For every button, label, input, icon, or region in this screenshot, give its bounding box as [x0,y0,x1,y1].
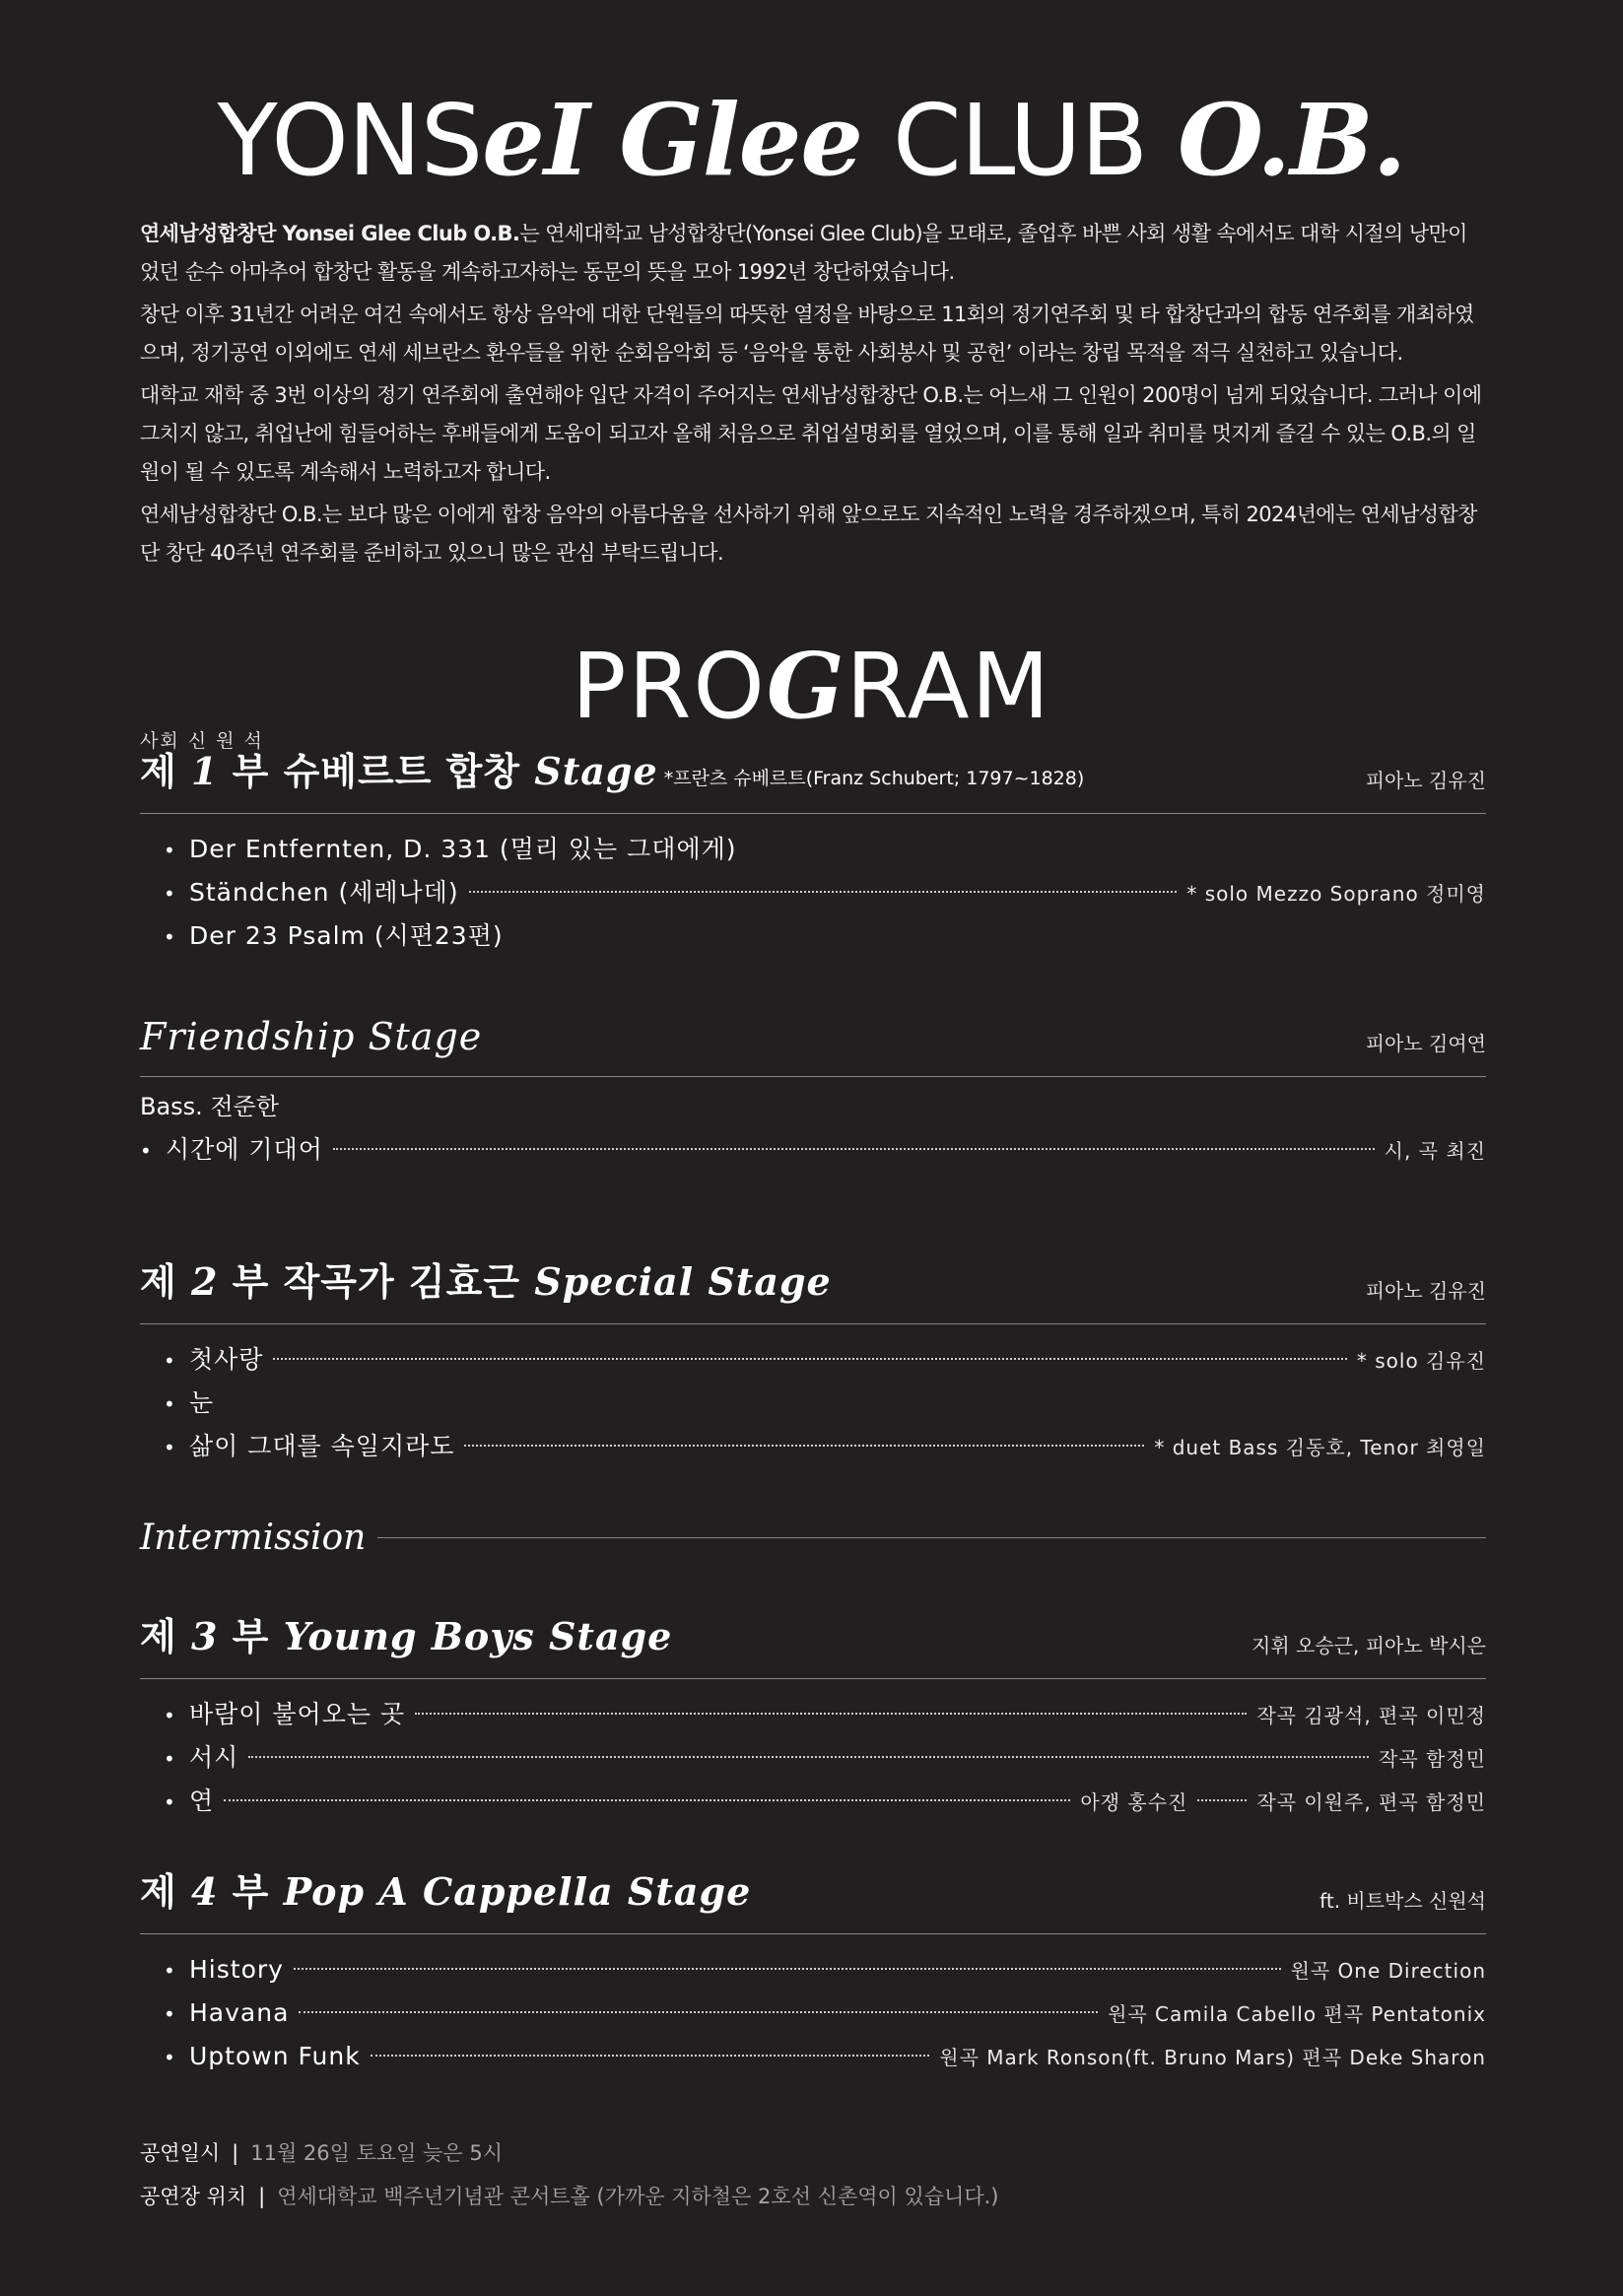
stage-2 [140,1259,1486,1468]
separator: | [258,2185,266,2208]
stage-1-list [140,814,1486,958]
bullet-icon: • [164,925,176,949]
list-item [140,1948,1486,1992]
stage-1-title-ko: 부 슈베르트 합창 [218,750,535,793]
list-item [140,1425,1486,1468]
stage-4-number: 4 [190,1869,219,1914]
event-venue-label: 공연장 위치 [140,2185,247,2208]
event-date-label: 공연일시 [140,2141,221,2165]
stage-2-number: 2 [190,1259,219,1304]
list-item [140,1128,1486,1172]
song-credit: * duet Bass 김동호, Tenor 최영일 [1154,1436,1486,1459]
song-title: 삶이 그대를 속일지라도 [189,1432,455,1460]
stage-1-note: *프란츠 슈베르트(Franz Schubert; 1797~1828) [657,768,1085,789]
song-credit: * solo 김유진 [1356,1349,1486,1373]
program-title-a: PRO [572,634,767,739]
intro-paragraph-4: 연세남성합창단 O.B.는 보다 많은 이에게 합창 음악의 아름다움을 선사하기 위해 앞으로도 지속적인 노력을 경주하겠으며, 특히 2024년에는 연세남성합창단 창단 40주년 연주회를 준비하고 있으니 많은 관심 부탁드립니다. [140,503,1477,565]
event-date-value: 11월 26일 토요일 늦은 5시 [250,2141,504,2165]
song-credit: 원곡 One Direction [1290,1959,1486,1983]
stage-2-header [140,1259,1486,1324]
stage-3-title-en: Young Boys Stage [283,1614,673,1658]
song-title: 눈 [189,1388,215,1417]
stage-4-beatbox: ft. 비트박스 신원석 [1319,1889,1486,1913]
stage-4-header [140,1869,1486,1934]
dot-leader [1197,1799,1247,1801]
program-title-c: RAM [845,634,1051,739]
stage-3-list [140,1679,1486,1823]
friendship-list [140,1128,1486,1172]
dot-leader [333,1148,1375,1150]
intro-text [140,215,1486,576]
stage-1-header [140,749,1486,814]
stage-3-conductor: 지휘 오승근, 피아노 박시은 [1251,1634,1486,1657]
stage-4-title-prefix: 제 [140,1870,191,1914]
song-title: 첫사랑 [189,1345,264,1374]
event-info [140,2131,999,2218]
list-item [140,1992,1486,2035]
stage-4-list [140,1934,1486,2078]
separator: | [232,2141,239,2165]
stage-2-title-en: Special Stage [534,1259,832,1304]
mc-credit: 사회 신 원 석 [140,730,264,752]
friendship-stage-header [140,1017,1486,1077]
stage-4-title-en: Pop A Cappella Stage [283,1869,752,1914]
intro-paragraph-2: 창단 이후 31년간 어려운 여건 속에서도 항상 음악에 대한 단원들의 따뜻한 열정을 바탕으로 11회의 정기연주회 및 타 합창단과의 합동 연주회를 개최하였으며, 정기공연 이외에도 연세 세브란스 환우들을 위한 순회음악회 등 ‘음악을 통한 사회봉사 및 공헌’ 이라는 창립 목적을 적극 실천하고 있습니다. [140,303,1474,365]
song-title: Ständchen (세레나데) [189,878,459,907]
stage-1-number: 1 [190,749,219,793]
bullet-icon: • [164,882,176,906]
stage-2-title [140,1251,832,1306]
intro-paragraph-3: 대학교 재학 중 3번 이상의 정기 연주회에 출연해야 입단 자격이 주어지는 연세남성합창단 O.B.는 어느새 그 인원이 200명이 넘게 되었습니다. 그러나 이에 그치지 않고, 취업난에 힘들어하는 후배들에게 도움이 되고자 올해 처음으로 취업설명회를 열었으며, 이를 통해 일과 취미를 멋지게 즐길 수 있는 O.B.의 일원이 될 수 있도록 계속해서 노력하고자 합니다. [140,383,1482,484]
dot-leader [273,1358,1346,1360]
song-credit: 원곡 Camila Cabello 편곡 Pentatonix [1108,2002,1486,2026]
song-title: Uptown Funk [189,2042,361,2070]
friendship-stage [140,1017,1486,1172]
list-item [140,1693,1486,1736]
bullet-icon: • [164,839,176,862]
bullet-icon: • [164,1436,176,1459]
bullet-icon: • [164,1349,176,1373]
intermission [140,1508,1486,1567]
song-credit: 원곡 Mark Ronson(ft. Bruno Mars) 편곡 Deke Sharon [939,2046,1486,2069]
stage-1-title-prefix: 제 [140,750,191,793]
program-title-g: G [766,633,846,739]
list-item [140,871,1486,914]
intro-paragraph-1 [140,215,1486,292]
stage-3-title-ko: 부 [218,1615,284,1658]
song-credit: 작곡 함정민 [1379,1747,1486,1771]
stage-2-title-ko: 부 작곡가 김효근 [218,1260,535,1304]
logo-ei: eI [482,82,589,198]
stage-1-title [140,741,1084,795]
dot-leader [371,2055,930,2057]
club-logo [0,81,1623,200]
event-date-row [140,2131,999,2175]
logo-glee: Glee [619,82,863,198]
song-title: 바람이 불어오는 곳 [189,1700,406,1728]
event-venue-row [140,2175,999,2218]
stage-1-pianist: 피아노 김유진 [1365,769,1486,792]
friendship-stage-pianist: 피아노 김여연 [1365,1032,1486,1055]
stage-4-title [140,1861,751,1916]
bullet-icon: • [164,1790,176,1814]
list-item [140,1338,1486,1382]
logo-ob: O.B. [1178,82,1406,198]
stage-3-header [140,1614,1486,1679]
dot-leader [415,1713,1247,1715]
song-title: Der Entfernten, D. 331 (멀리 있는 그대에게) [189,835,737,863]
event-venue-value: 연세대학교 백주년기념관 콘서트홀 (가까운 지하철은 2호선 신촌역이 있습니다.) [277,2185,999,2208]
bullet-icon: • [164,1392,176,1416]
song-performer: 아쟁 홍수진 [1080,1790,1188,1814]
bullet-icon: • [140,1139,153,1163]
dot-leader [464,1445,1144,1447]
intro-club-name: 연세남성합창단 Yonsei Glee Club O.B. [140,222,520,245]
stage-2-title-prefix: 제 [140,1260,191,1304]
logo-yons: YONS [217,83,483,198]
stage-2-pianist: 피아노 김유진 [1365,1279,1486,1303]
bullet-icon: • [164,2002,176,2026]
stage-3 [140,1614,1486,1823]
song-title: Der 23 Psalm (시편23편) [189,921,504,950]
logo-club: CLUB [892,83,1148,198]
song-title: 연 [189,1787,215,1815]
bullet-icon: • [164,1704,176,1727]
dot-leader [469,891,1178,893]
song-title: Havana [189,1998,290,2027]
intermission-label: Intermission [140,1517,367,1558]
song-credit: * solo Mezzo Soprano 정미영 [1186,882,1486,906]
list-item [140,828,1486,871]
song-title: History [189,1955,284,1984]
bullet-icon: • [164,1959,176,1983]
stage-2-list [140,1324,1486,1468]
stage-4 [140,1869,1486,2078]
bullet-icon: • [164,1747,176,1771]
dot-leader [299,2011,1098,2013]
song-title: 시간에 기대어 [166,1135,323,1164]
dot-leader [224,1799,1070,1801]
friendship-stage-title: Friendship Stage [140,1015,483,1058]
list-item [140,1780,1486,1823]
stage-1-title-en: Stage [534,749,658,793]
bullet-icon: • [164,2046,176,2069]
dot-leader [248,1756,1369,1758]
song-title: 서시 [189,1743,239,1772]
list-item [140,1382,1486,1425]
intro-p1-rest: 는 연세대학교 남성합창단(Yonsei Glee Club)을 모태로, 졸업후 바쁜 사회 생활 속에서도 대학 시절의 낭만이었던 순수 아마추어 합창단 활동을 계속하고자하는 동문의 뜻을 모아 1992년 창단하였습니다. [140,222,1467,284]
stage-4-title-ko: 부 [218,1870,284,1914]
stage-3-title [140,1606,672,1660]
friendship-soloist: Bass. 전준한 [140,1093,279,1120]
stage-1 [140,749,1486,958]
list-item [140,1736,1486,1780]
list-item [140,914,1486,958]
stage-3-title-prefix: 제 [140,1615,191,1658]
stage-3-number: 3 [190,1614,219,1658]
song-credit: 시, 곡 최진 [1384,1139,1486,1163]
song-credit: 작곡 이원주, 편곡 함정민 [1256,1790,1486,1814]
intermission-rule [377,1537,1486,1538]
list-item [140,2035,1486,2078]
song-credit: 작곡 김광석, 편곡 이민정 [1256,1704,1486,1727]
dot-leader [294,1968,1281,1970]
